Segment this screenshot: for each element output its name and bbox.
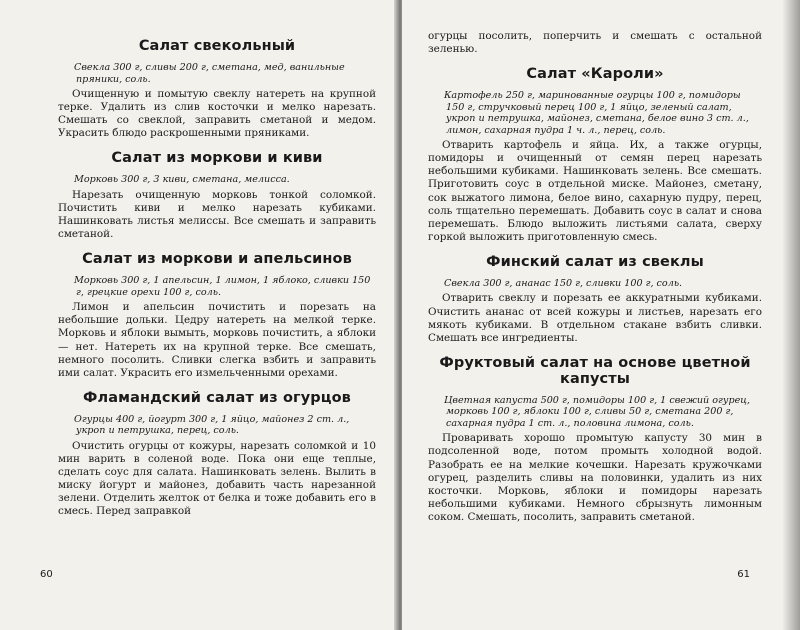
page-edge-shadow <box>782 0 800 630</box>
recipe-instructions: Отварить свеклу и порезать ее аккуратными кубиками. Очистить ананас от всей кожуры и листьев, нарезать его мякоть кубиками. В отдельном стакане взбить сливки. Смешать все ингредиенты. <box>428 292 762 344</box>
continuation-text: огурцы посолить, поперчить и смешать с остальной зеленью. <box>428 30 762 56</box>
recipe-title: Фруктовый салат на основе цветной капусты <box>439 354 751 387</box>
recipe-title: Салат свекольный <box>138 38 296 54</box>
page-number: 60 <box>40 569 53 580</box>
left-page <box>0 0 398 630</box>
recipe-ingredients: Свекла 300 г, сливы 200 г, сметана, мед, ванильные пряники, соль. <box>74 62 345 85</box>
recipe-ingredients: Морковь 300 г, 1 апельсин, 1 лимон, 1 яблоко, сливки 150 г, грецкие орехи 100 г, соль. <box>74 275 371 298</box>
right-page <box>402 0 800 630</box>
recipe-title: Салат из моркови и киви <box>111 150 323 167</box>
recipe <box>58 390 376 519</box>
recipe-title: Салат «Кароли» <box>526 66 664 83</box>
recipe-ingredients: Огурцы 400 г, йогурт 300 г, 1 яйцо, майонез 2 ст. л., укроп и петрушка, перец, соль. <box>74 413 350 437</box>
recipe-instructions: Нарезать очищенную морковь тонкой соломкой. Почистить киви и мелко нарезать кубиками. Нашинковать листья мелиссы. Все смешать и заправить сметаной. <box>58 188 376 241</box>
recipe-instructions: Проваривать хорошо промытую капусту 30 мин в подсоленной воде, потом промыть холодной водой. Разобрать ее на мелкие кочешки. Нарезать кружочками огурец, разделить сливы на половинки, удалить из них косточки. Морковь, яблоки и помидоры нарезать небольшими кубиками. Немного сбрызнуть лимонным соком. Смешать, посолить, заправить сметаной. <box>428 432 762 523</box>
recipe-instructions: Лимон и апельсин почистить и порезать на небольшие дольки. Цедру натереть на мелкой терке. Морковь и яблоки вымыть, морковь почистить, а яблоки — нет. Натереть их на крупной терке. Все смешать, немного посолить. Сливки слегка взбить и заправить ими салат. Украсить его измельченными орехами. <box>58 301 376 379</box>
recipe <box>428 355 762 524</box>
recipe-ingredients: Картофель 250 г, маринованные огурцы 100 г, помидоры 150 г, стручковый перец 100 г, 1 яйцо, зеленый салат, укроп и петрушка, майонез, сметана, белое вино 3 ст. л., лимон, сахарная пудра 1 ч. л., перец, соль. <box>444 90 749 136</box>
recipe-instructions: Очистить огурцы от кожуры, нарезать соломкой и 10 мин варить в соленой воде. Пока они еще теплые, сделать соус для салата. Нашинковать зелень. Вылить в миску йогурт и майонез, добавить часть нарезанной зелени. Отделить желток от белка и тоже добавить его в смесь. Перед заправкой <box>58 439 376 518</box>
recipe-title: Салат из моркови и апельсинов <box>82 251 352 268</box>
recipe-instructions: Отварить картофель и яйца. Их, а также огурцы, помидоры и очищенный от семян перец нарезать небольшими кубиками. Нашинковать зелень. Все смешать. Приготовить соус в отдельной миске. Майонез, сметану, сок выжатого лимона, белое вино, сахарную пудру, перец, соль тщательно перемешать. Добавить соус в салат и снова перемешать. Блюдо выложить листьями салата, сверху горкой выложить приготовленную смесь. <box>428 139 762 243</box>
recipe <box>58 150 376 241</box>
recipe <box>58 38 376 140</box>
recipe-title: Финский салат из свеклы <box>486 253 704 270</box>
recipe-title: Фламандский салат из огурцов <box>83 389 351 406</box>
page-number: 61 <box>737 569 750 580</box>
recipe-ingredients: Морковь 300 г, 3 киви, сметана, мелисса. <box>74 174 290 186</box>
recipe <box>428 66 762 244</box>
recipe <box>428 254 762 345</box>
recipe-ingredients: Свекла 300 г, ананас 150 г, сливки 100 г, соль. <box>444 277 683 289</box>
recipe-instructions: Очищенную и помытую свеклу натереть на крупной терке. Удалить из слив косточки и мелко нарезать. Смешать со свеклой, заправить сметаной и медом. Украсить блюдо раскрошенными пряниками. <box>58 88 376 140</box>
recipe <box>58 251 376 380</box>
recipe-ingredients: Цветная капуста 500 г, помидоры 100 г, 1 свежий огурец, морковь 100 г, яблоки 100 г, сливы 50 г, сметана 200 г, сахарная пудра 1 ст. л., половина лимона, соль. <box>444 394 751 429</box>
